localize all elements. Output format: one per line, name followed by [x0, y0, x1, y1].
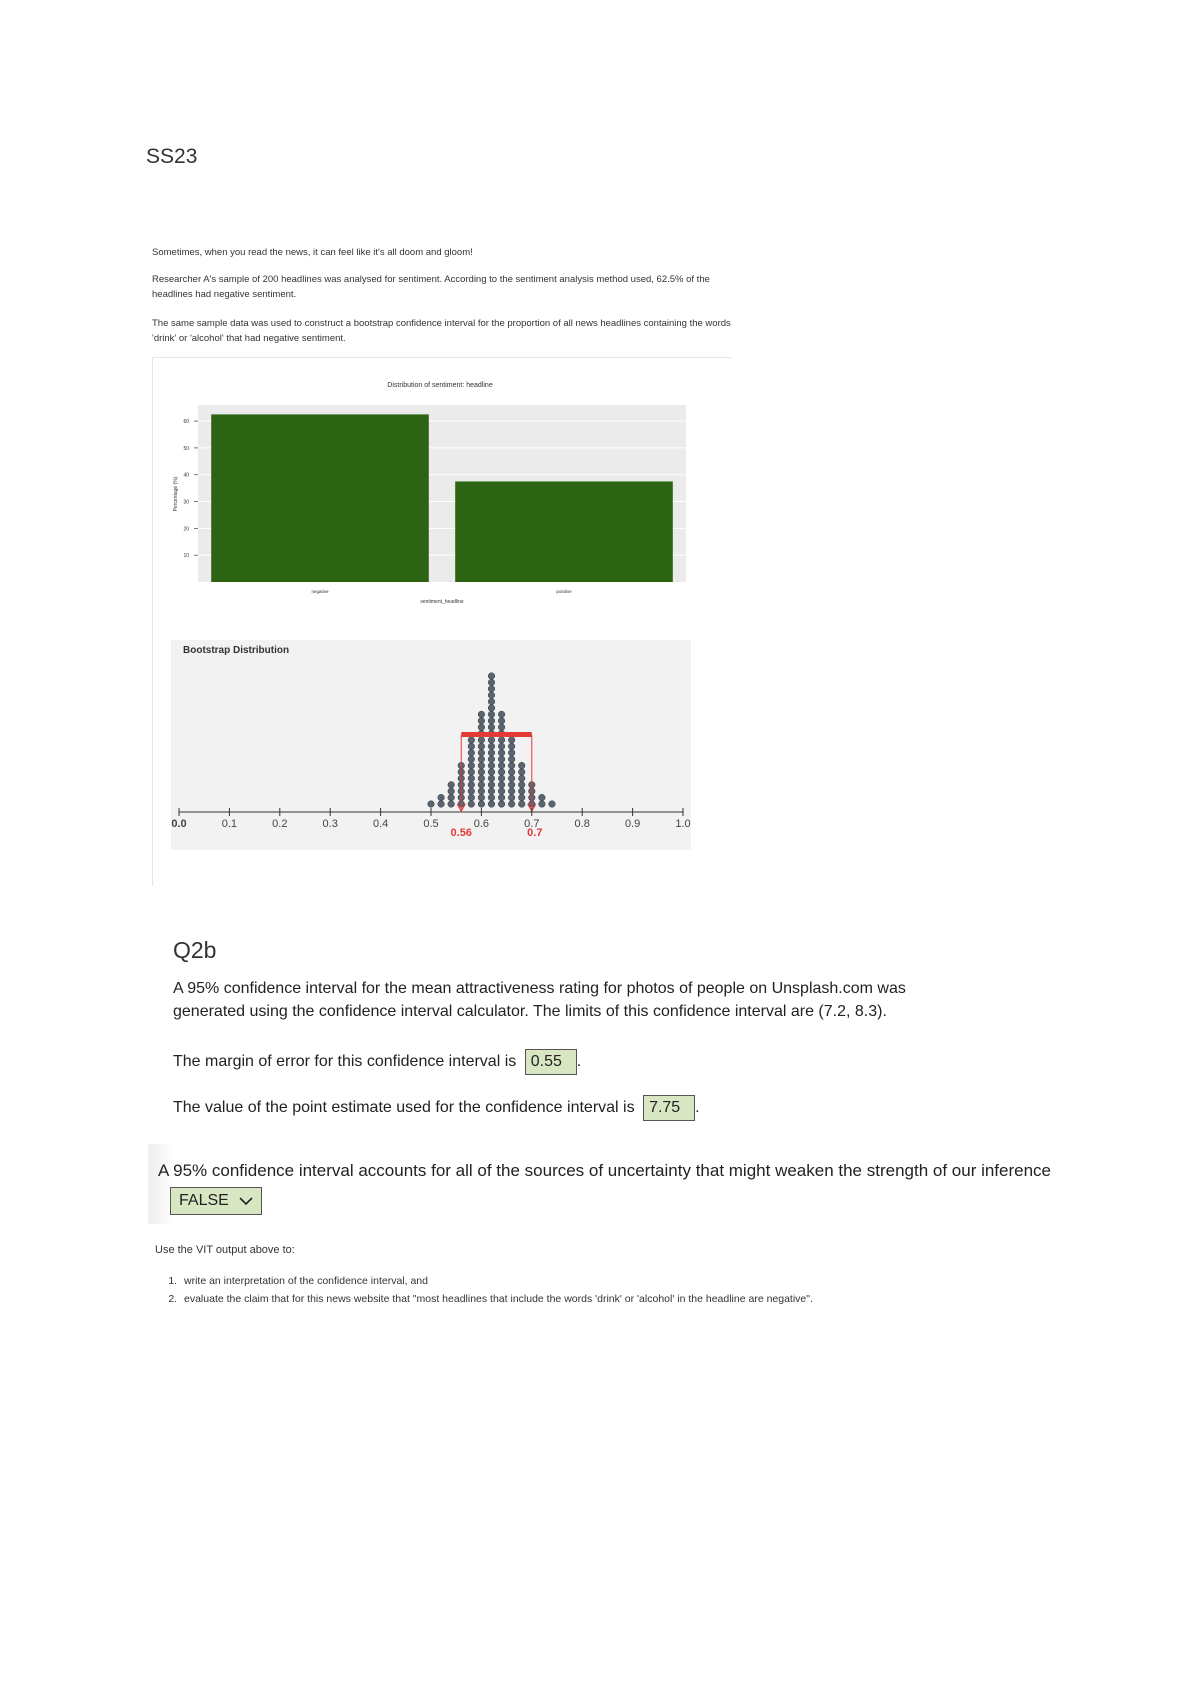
bootstrap-dot	[498, 775, 505, 782]
interval-bar	[461, 732, 532, 737]
bar-y-tick-label: 20	[183, 526, 189, 533]
bootstrap-dot	[518, 762, 525, 769]
bootstrap-dot	[498, 782, 505, 789]
bootstrap-dot	[498, 711, 505, 718]
point-estimate-answer-field[interactable]: 7.75	[643, 1095, 695, 1121]
bootstrap-dot	[518, 801, 525, 808]
bootstrap-dot	[468, 801, 475, 808]
bootstrap-dot	[468, 750, 475, 757]
bootstrap-dot	[518, 782, 525, 789]
bootstrap-dot-plot	[171, 640, 691, 850]
bootstrap-dot	[488, 762, 495, 769]
bootstrap-dot	[468, 769, 475, 776]
bootstrap-dot	[448, 788, 455, 795]
bootstrap-dot	[498, 718, 505, 725]
bootstrap-dot	[498, 743, 505, 750]
true-false-question	[158, 1156, 1058, 1215]
bootstrap-dot	[488, 788, 495, 795]
bootstrap-dot	[448, 801, 455, 808]
bar-y-tick-label: 60	[183, 419, 189, 426]
page-title: SS23	[146, 145, 198, 168]
bootstrap-dot	[488, 743, 495, 750]
bootstrap-dot	[508, 737, 515, 744]
bar-chart-y-ticks	[183, 419, 198, 559]
margin-of-error-prompt: The margin of error for this confidence interval is	[173, 1053, 517, 1071]
bar-negative	[211, 414, 429, 582]
bootstrap-dot	[498, 769, 505, 776]
bar-chart-x-axis-label: sentiment_headline	[420, 599, 464, 605]
bootstrap-dot	[488, 801, 495, 808]
bootstrap-dot	[478, 801, 485, 808]
bootstrap-dot	[488, 698, 495, 705]
bootstrap-dot	[478, 782, 485, 789]
instructions-lead: Use the VIT output above to:	[155, 1244, 295, 1256]
bar-chart-x-ticks	[311, 589, 572, 594]
bar-x-tick-label: negative	[311, 589, 329, 594]
bootstrap-dot	[478, 762, 485, 769]
instruction-item-1: 1. write an interpretation of the confidence interval, and	[180, 1272, 820, 1290]
bootstrap-dot	[488, 686, 495, 693]
bootstrap-dot	[508, 769, 515, 776]
intro-paragraph-3: The same sample data was used to construct a bootstrap confidence interval for the proportion of all news headlines containing the words 'drink' or 'alcohol' that had negative sentiment.	[152, 318, 731, 344]
bar-chart-title: Distribution of sentiment: headline	[387, 382, 493, 389]
bar-y-tick-label: 40	[183, 472, 189, 479]
question-title: Q2b	[173, 937, 217, 963]
bootstrap-dot	[498, 762, 505, 769]
bootstrap-dot	[488, 718, 495, 725]
bar-chart-y-axis-label: Percentage (%)	[173, 476, 179, 512]
bootstrap-dot	[518, 788, 525, 795]
bootstrap-dot	[498, 801, 505, 808]
bootstrap-tick-label: 0.9	[624, 818, 641, 830]
bootstrap-dot	[478, 711, 485, 718]
instructions-list	[162, 1272, 820, 1308]
intro-paragraph-1: Sometimes, when you read the news, it can feel like it's all doom and gloom!	[152, 247, 473, 258]
interval-lower-label: 0.56	[450, 827, 472, 839]
bootstrap-dot	[468, 794, 475, 801]
bootstrap-dot	[448, 782, 455, 789]
bootstrap-dot	[468, 737, 475, 744]
instruction-item-2: 2. evaluate the claim that for this news website that "most headlines that include the words 'drink' or 'alcohol' in the headline are negative".	[180, 1290, 820, 1308]
bootstrap-dot	[468, 756, 475, 763]
bootstrap-title: Bootstrap Distribution	[183, 645, 290, 656]
bootstrap-dot	[468, 762, 475, 769]
bootstrap-dot	[518, 794, 525, 801]
sentiment-bar-chart	[160, 370, 700, 610]
bootstrap-dot	[438, 794, 445, 801]
bootstrap-dot	[508, 743, 515, 750]
intro-paragraph-2: Researcher A's sample of 200 headlines was analysed for sentiment. According to the sentiment analysis method used, 62.5% of the headlines had negative sentiment.	[152, 274, 710, 300]
bar-positive	[455, 481, 673, 582]
bootstrap-dot	[498, 724, 505, 731]
bootstrap-dot	[498, 794, 505, 801]
bootstrap-dot	[508, 801, 515, 808]
bootstrap-dot	[549, 801, 556, 808]
bootstrap-dot	[478, 794, 485, 801]
margin-of-error-line	[173, 1049, 973, 1075]
bootstrap-dot	[478, 750, 485, 757]
bootstrap-dot	[518, 769, 525, 776]
bootstrap-tick-label: 0.0	[171, 818, 187, 830]
bootstrap-dot	[468, 775, 475, 782]
bootstrap-dot	[488, 756, 495, 763]
bootstrap-dot	[488, 782, 495, 789]
bootstrap-dot	[508, 762, 515, 769]
bootstrap-dot	[478, 775, 485, 782]
bar-y-tick-label: 10	[183, 553, 189, 560]
bootstrap-dot	[518, 775, 525, 782]
point-estimate-line	[173, 1095, 973, 1121]
bootstrap-dot	[468, 782, 475, 789]
bootstrap-dot	[468, 788, 475, 795]
bootstrap-tick-label: 0.7	[524, 818, 540, 830]
bootstrap-dot	[488, 711, 495, 718]
bootstrap-dot	[488, 794, 495, 801]
bootstrap-dot	[488, 737, 495, 744]
bootstrap-dot	[488, 750, 495, 757]
point-estimate-prompt: The value of the point estimate used for the confidence interval is	[173, 1099, 635, 1117]
bootstrap-dot	[488, 724, 495, 731]
bootstrap-dot	[488, 673, 495, 680]
bootstrap-tick-label: 0.8	[574, 818, 590, 830]
bar-x-tick-label: positive	[556, 589, 572, 594]
true-false-select[interactable]	[170, 1187, 262, 1215]
bootstrap-dot	[488, 679, 495, 686]
point-estimate-period: .	[695, 1099, 700, 1117]
bootstrap-dot	[539, 794, 546, 801]
bootstrap-dot	[478, 718, 485, 725]
bootstrap-tick-label: 0.1	[221, 818, 238, 830]
bootstrap-dot	[478, 756, 485, 763]
bootstrap-dot	[508, 788, 515, 795]
bar-y-tick-label: 50	[183, 445, 189, 452]
bootstrap-tick-label: 1.0	[675, 818, 691, 830]
bootstrap-dot	[508, 794, 515, 801]
true-false-statement: A 95% confidence interval accounts for all of the sources of uncertainty that might weaken the strength of our inference	[158, 1161, 1052, 1180]
bootstrap-dot	[488, 705, 495, 712]
true-false-selected-value: FALSE	[179, 1191, 229, 1209]
bootstrap-dot	[438, 801, 445, 808]
bootstrap-tick-label: 0.4	[372, 818, 389, 830]
bootstrap-dot	[478, 788, 485, 795]
bootstrap-dot	[468, 743, 475, 750]
bootstrap-dot	[498, 756, 505, 763]
bootstrap-dot	[478, 737, 485, 744]
bootstrap-dot	[448, 794, 455, 801]
bootstrap-dot	[488, 692, 495, 699]
bootstrap-dot	[508, 750, 515, 757]
bootstrap-dot	[428, 801, 435, 808]
bootstrap-dot	[498, 788, 505, 795]
margin-of-error-answer-field[interactable]: 0.55	[525, 1049, 577, 1075]
bar-y-tick-label: 30	[183, 499, 189, 506]
bootstrap-tick-label: 0.2	[272, 818, 288, 830]
bootstrap-dot	[498, 737, 505, 744]
bootstrap-dot	[488, 769, 495, 776]
bootstrap-dot	[508, 756, 515, 763]
bootstrap-dot	[488, 775, 495, 782]
question-text: A 95% confidence interval for the mean attractiveness rating for photos of people on Unsplash.com was generated using the confidence interval calculator. The limits of this confidence interval are (7.2, 8.3).	[173, 980, 906, 1020]
bootstrap-tick-label: 0.6	[473, 818, 490, 830]
bootstrap-dot	[508, 775, 515, 782]
interval-upper-label: 0.7	[527, 827, 543, 839]
bootstrap-dot	[498, 750, 505, 757]
bootstrap-tick-label: 0.3	[322, 818, 338, 830]
margin-of-error-period: .	[576, 1053, 582, 1071]
bootstrap-dot	[478, 743, 485, 750]
bootstrap-tick-label: 0.5	[423, 818, 439, 830]
chevron-down-icon	[239, 1196, 253, 1206]
bootstrap-dot	[539, 801, 546, 808]
bootstrap-dot	[508, 782, 515, 789]
bootstrap-dot	[478, 769, 485, 776]
bootstrap-dot	[478, 724, 485, 731]
